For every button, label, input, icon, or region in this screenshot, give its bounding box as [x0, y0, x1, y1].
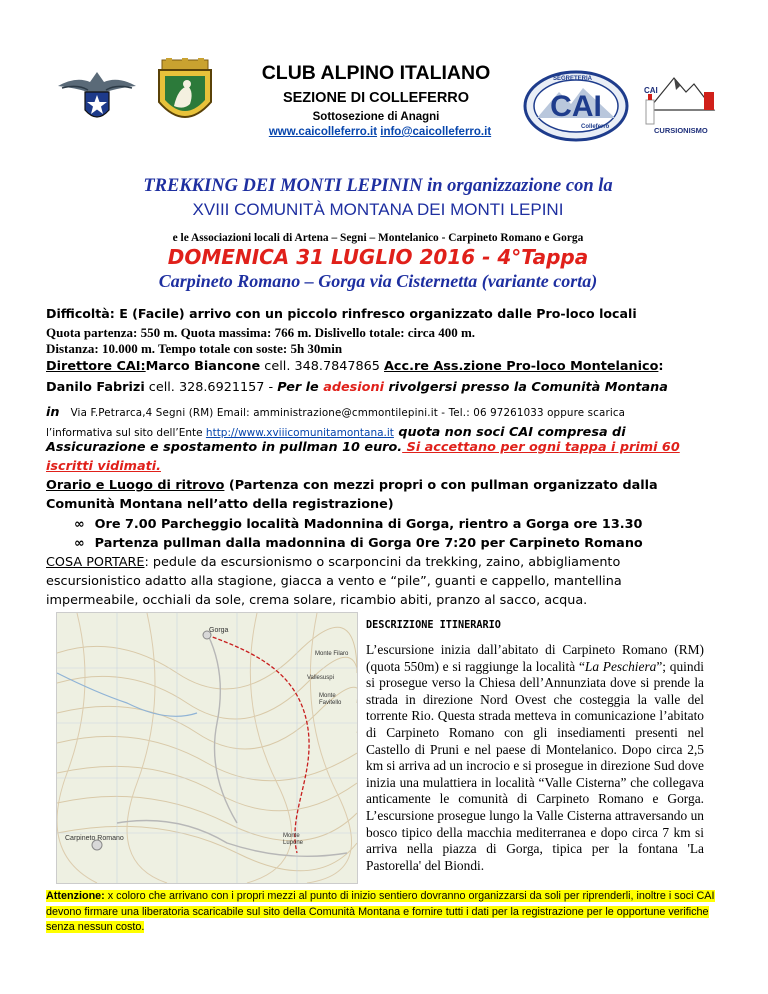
address-text: Via F.Petrarca,4 Segni (RM) Email: amministrazione@cmmontilepini.it - Tel.: 06 97261033 oppure scarica — [70, 407, 626, 419]
orario-rest: (Partenza con mezzi propri o con pullman organizzato dalla — [224, 478, 658, 493]
cai-logo-colleferro: Colleferro — [581, 124, 610, 130]
cai-logo-segreteria: SEGRETERIA — [553, 76, 593, 82]
attention-note — [46, 889, 726, 936]
description-text — [366, 642, 704, 874]
route-map — [56, 612, 358, 884]
map-label-monte-filaro: Monte Filaro — [315, 651, 349, 657]
danilo-phone: cell. 328.6921157 - — [144, 380, 278, 395]
director-line — [46, 359, 664, 374]
cai-esc-logo-text: CURSIONISMO — [654, 126, 708, 135]
danilo-name: Danilo Fabrizi — [46, 380, 145, 395]
bullet-1 — [74, 517, 642, 532]
ente-link[interactable]: http://www.xviiicomunitamontana.it — [205, 427, 394, 439]
section-name: SEZIONE DI COLLEFERRO — [282, 90, 470, 106]
adesioni: adesioni — [323, 380, 384, 395]
address-line — [46, 401, 625, 420]
attention-label: Attenzione: — [46, 890, 105, 902]
per-le: Per le — [277, 380, 324, 395]
title-line1: TREKKING DEI MONTI LEPININ in organizzazione con la — [143, 176, 613, 196]
cosa-text-1: : pedule da escursionismo o scarponcini da trekking, zaino, abbigliamento — [144, 555, 621, 570]
proloco-colon: : — [658, 359, 664, 374]
bullet-1-text: Ore 7.00 Parcheggio località Madonnina di Gorga, rientro a Gorga ore 13.30 — [94, 517, 643, 532]
orario-line — [46, 478, 658, 493]
assicurazione-line — [46, 440, 680, 455]
bullet-2-text: Partenza pullman dalla madonnina di Gorga 0re 7:20 per Carpineto Romano — [94, 536, 643, 551]
title-line3: e le Associazioni locali di Artena – Segni – Montelanico - Carpineto Romano e Gorga — [172, 232, 584, 244]
subsection-name: Sottosezione di Anagni — [312, 111, 440, 123]
danilo-line — [46, 380, 668, 395]
website-link[interactable]: www.caicolleferro.it — [268, 126, 378, 138]
map-label-gorga: Gorga — [209, 627, 229, 634]
rivolgersi: rivolgersi presso la Comunità Montana — [383, 380, 668, 395]
director-phone: cell. 348.7847865 — [260, 359, 385, 374]
director-label: Direttore CAI: — [46, 359, 146, 374]
cosa-line3: impermeabile, occhiali da sole, crema solare, ricambio abiti, pranzo al sacco, acqua. — [46, 593, 588, 608]
bullet-2 — [74, 536, 643, 551]
svg-text:CAI: CAI — [550, 90, 602, 123]
description-la-peschiera: La Peschiera — [584, 658, 657, 674]
accettano: Si accettano per ogni tappa i primi 60 — [402, 440, 680, 455]
contact-links — [0, 126, 760, 138]
in-word: in — [46, 405, 60, 420]
map-label-monte-favitello: Monte Favitello — [319, 693, 342, 706]
quota-line: Quota partenza: 550 m. Quota massima: 766 m. Dislivello totale: circa 400 m. — [46, 325, 476, 340]
description-p1: L’escursione inizia dall’abitato di Carpineto Romano (RM) (quota 550m) e si raggiunge la località “ — [366, 642, 704, 674]
assicurazione: Assicurazione e spostamento in pullman 10 euro. — [46, 440, 403, 455]
proloco-label: Acc.re Ass.zione Pro-loco Montelanico — [384, 359, 659, 374]
map-label-monte-lupone: Monte Lupone — [283, 833, 304, 846]
informativa-line — [46, 421, 626, 440]
orario-label: Orario e Luogo di ritrovo — [46, 478, 225, 493]
email-link[interactable]: info@caicolleferro.it — [380, 126, 492, 138]
difficulty-line: Difficoltà: E (Facile) arrivo con un piccolo rinfresco organizzato dalle Pro-loco locali — [46, 306, 637, 321]
club-name: CLUB ALPINO ITALIANO — [261, 62, 491, 84]
route-title: Carpineto Romano – Gorga via Cisternetta (variante corta) — [158, 271, 598, 291]
description-p2: ”; quindi si prosegue verso la Chiesa dell’Annunziata dove si prende la strada in direzione Nord Ovest che costeggia la valle del torrente Rio. Questa strada metteva in comunicazione l’abitato di Carpineto Romano con gli insediamenti presenti nel Castello di Pruni e nel paese di Montelanico. Dopo circa 2,5 km si arriva ad un incrocio e si prosegue in direzione Sud dove inizia una mulattiera in località “Valle Cisterna” che collegava anticamente le comunità di Carpineto Romano e Gorga. L’escursione prosegue lungo la Valle Cisterna attraversando un bosco tipico della macchia mediterranea e dopo circa 7 km si arriva nella piazza di Gorga, tipica per la fontana 'La Pastorella' del Biondi. — [366, 658, 705, 873]
director-name: Marco Biancone — [145, 359, 261, 374]
map-label-vallesuspi: Vallesuspi — [307, 675, 334, 681]
map-label-carpineto: Carpineto Romano — [65, 835, 124, 842]
attention-text: x coloro che arrivano con i propri mezzi al punto di inizio sentiero dovranno organizzarsi da soli per riprenderli, inoltre i soci CAI devono firmare una liberatoria scaricabile sul sito della Comunità Montana e fornire tutti i dati per la registrazione per le opportune verifiche senza nessun costo. — [46, 890, 715, 933]
bullet-symbol-1: ∞ — [74, 517, 85, 532]
iscritti-line: iscritti vidimati. — [46, 459, 161, 474]
description-heading: DESCRIZIONE ITINERARIO — [366, 620, 501, 631]
cosa-line2: escursionistico adatto alla stagione, giacca a vento e “pile”, guanti e cappello, mantellina — [46, 574, 622, 589]
event-date: DOMENICA 31 LUGLIO 2016 - 4°Tappa — [167, 245, 589, 269]
bullet-symbol-2: ∞ — [74, 536, 85, 551]
title-line2: XVIII COMUNITÀ MONTANA DEI MONTI LEPINI — [192, 200, 564, 219]
cosa-label: COSA PORTARE — [46, 555, 145, 570]
cai-esc-logo-cai: CAI — [644, 86, 658, 95]
quota-soci: quota non soci CAI compresa di — [393, 425, 626, 440]
cosa-line1 — [46, 555, 620, 570]
orario-line2: Comunità Montana nell’atto della registrazione) — [46, 497, 394, 512]
distance-line: Distanza: 10.000 m. Tempo totale con soste: 5h 30min — [46, 341, 343, 356]
informativa-text: l’informativa sul sito dell’Ente — [46, 427, 206, 439]
